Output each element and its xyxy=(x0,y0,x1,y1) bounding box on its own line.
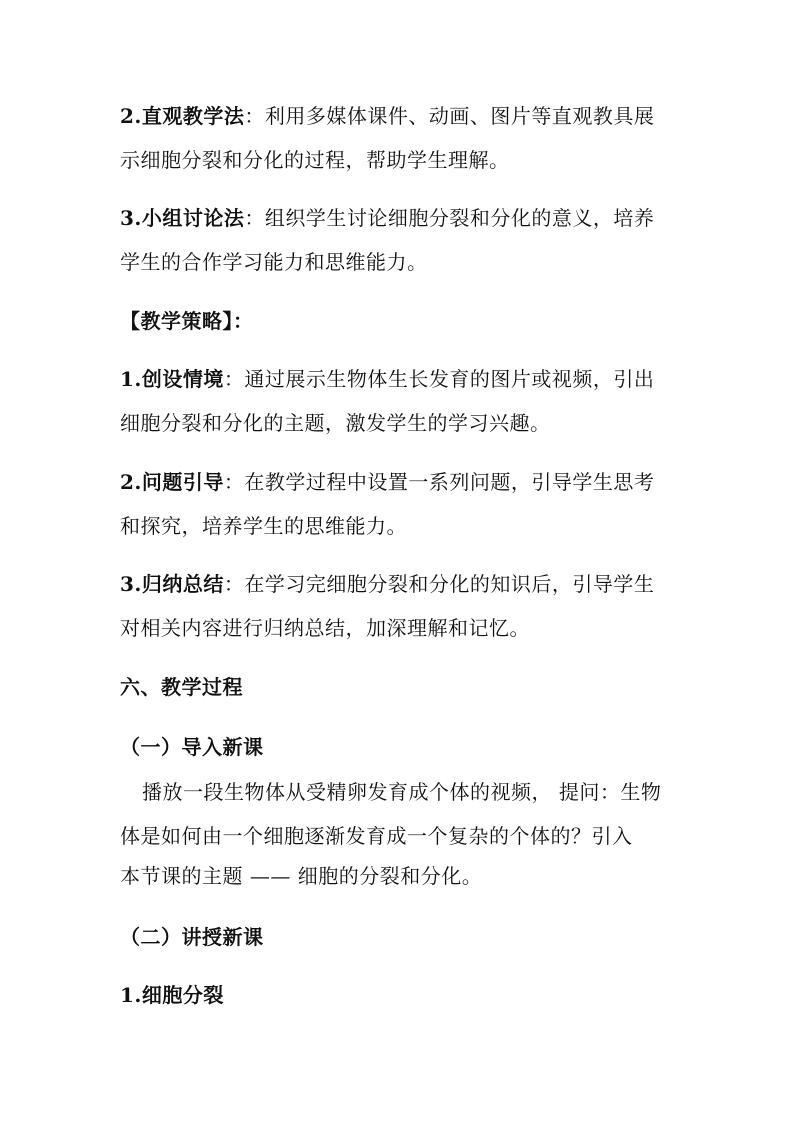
strategy1-line2: 细胞分裂和分化的主题，激发学生的学习兴趣。 xyxy=(120,411,551,435)
strategy3-text: ：在学习完细胞分裂和分化的知识后，引导学生 xyxy=(223,572,655,596)
strategy2-text: ：在教学过程中设置一系列问题，引导学生思考 xyxy=(223,470,655,494)
method2-line2: 示细胞分裂和分化的过程，帮助学生理解。 xyxy=(120,148,510,172)
teach-sub1: 1.细胞分裂 xyxy=(120,983,224,1007)
strategy3-line1 xyxy=(120,572,654,596)
strategy1-heading: 1.创设情境 xyxy=(120,367,224,391)
strategy1-line1 xyxy=(120,367,654,391)
strategy2-heading: 2.问题引导 xyxy=(120,470,224,494)
method3-text: ：组织学生讨论细胞分裂和分化的意义，培养 xyxy=(244,206,655,230)
method3-line2: 学生的合作学习能力和思维能力。 xyxy=(120,250,428,274)
method3-heading: 3.小组讨论法 xyxy=(120,206,245,230)
strategy3-line2: 对相关内容进行归纳总结，加深理解和记忆。 xyxy=(120,616,530,640)
method2-heading: 2.直观教学法 xyxy=(120,104,245,128)
method3-line1 xyxy=(120,206,654,230)
strategy2-line2: 和探究，培养学生的思维能力。 xyxy=(120,514,407,538)
intro-line2: 体是如何由一个细胞逐渐发育成一个复杂的个体的？引入 xyxy=(120,824,633,848)
intro-line1: 播放一段生物体从受精卵发育成个体的视频， 提问：生物 xyxy=(142,780,662,804)
method2-line1 xyxy=(120,104,654,128)
section6-title: 六、教学过程 xyxy=(120,675,243,699)
strategy3-heading: 3.归纳总结 xyxy=(120,572,224,596)
strategy-heading: 【教学策略】： xyxy=(120,309,254,333)
intro-line3: 本节课的主题 —— 细胞的分裂和分化。 xyxy=(120,864,483,888)
method2-text: ：利用多媒体课件、动画、图片等直观教具展 xyxy=(244,104,655,128)
teach-title: （二）讲授新课 xyxy=(120,925,264,949)
strategy1-text: ：通过展示生物体生长发育的图片或视频，引出 xyxy=(223,367,655,391)
intro-title: （一）导入新课 xyxy=(120,735,264,759)
strategy2-line1 xyxy=(120,470,654,494)
